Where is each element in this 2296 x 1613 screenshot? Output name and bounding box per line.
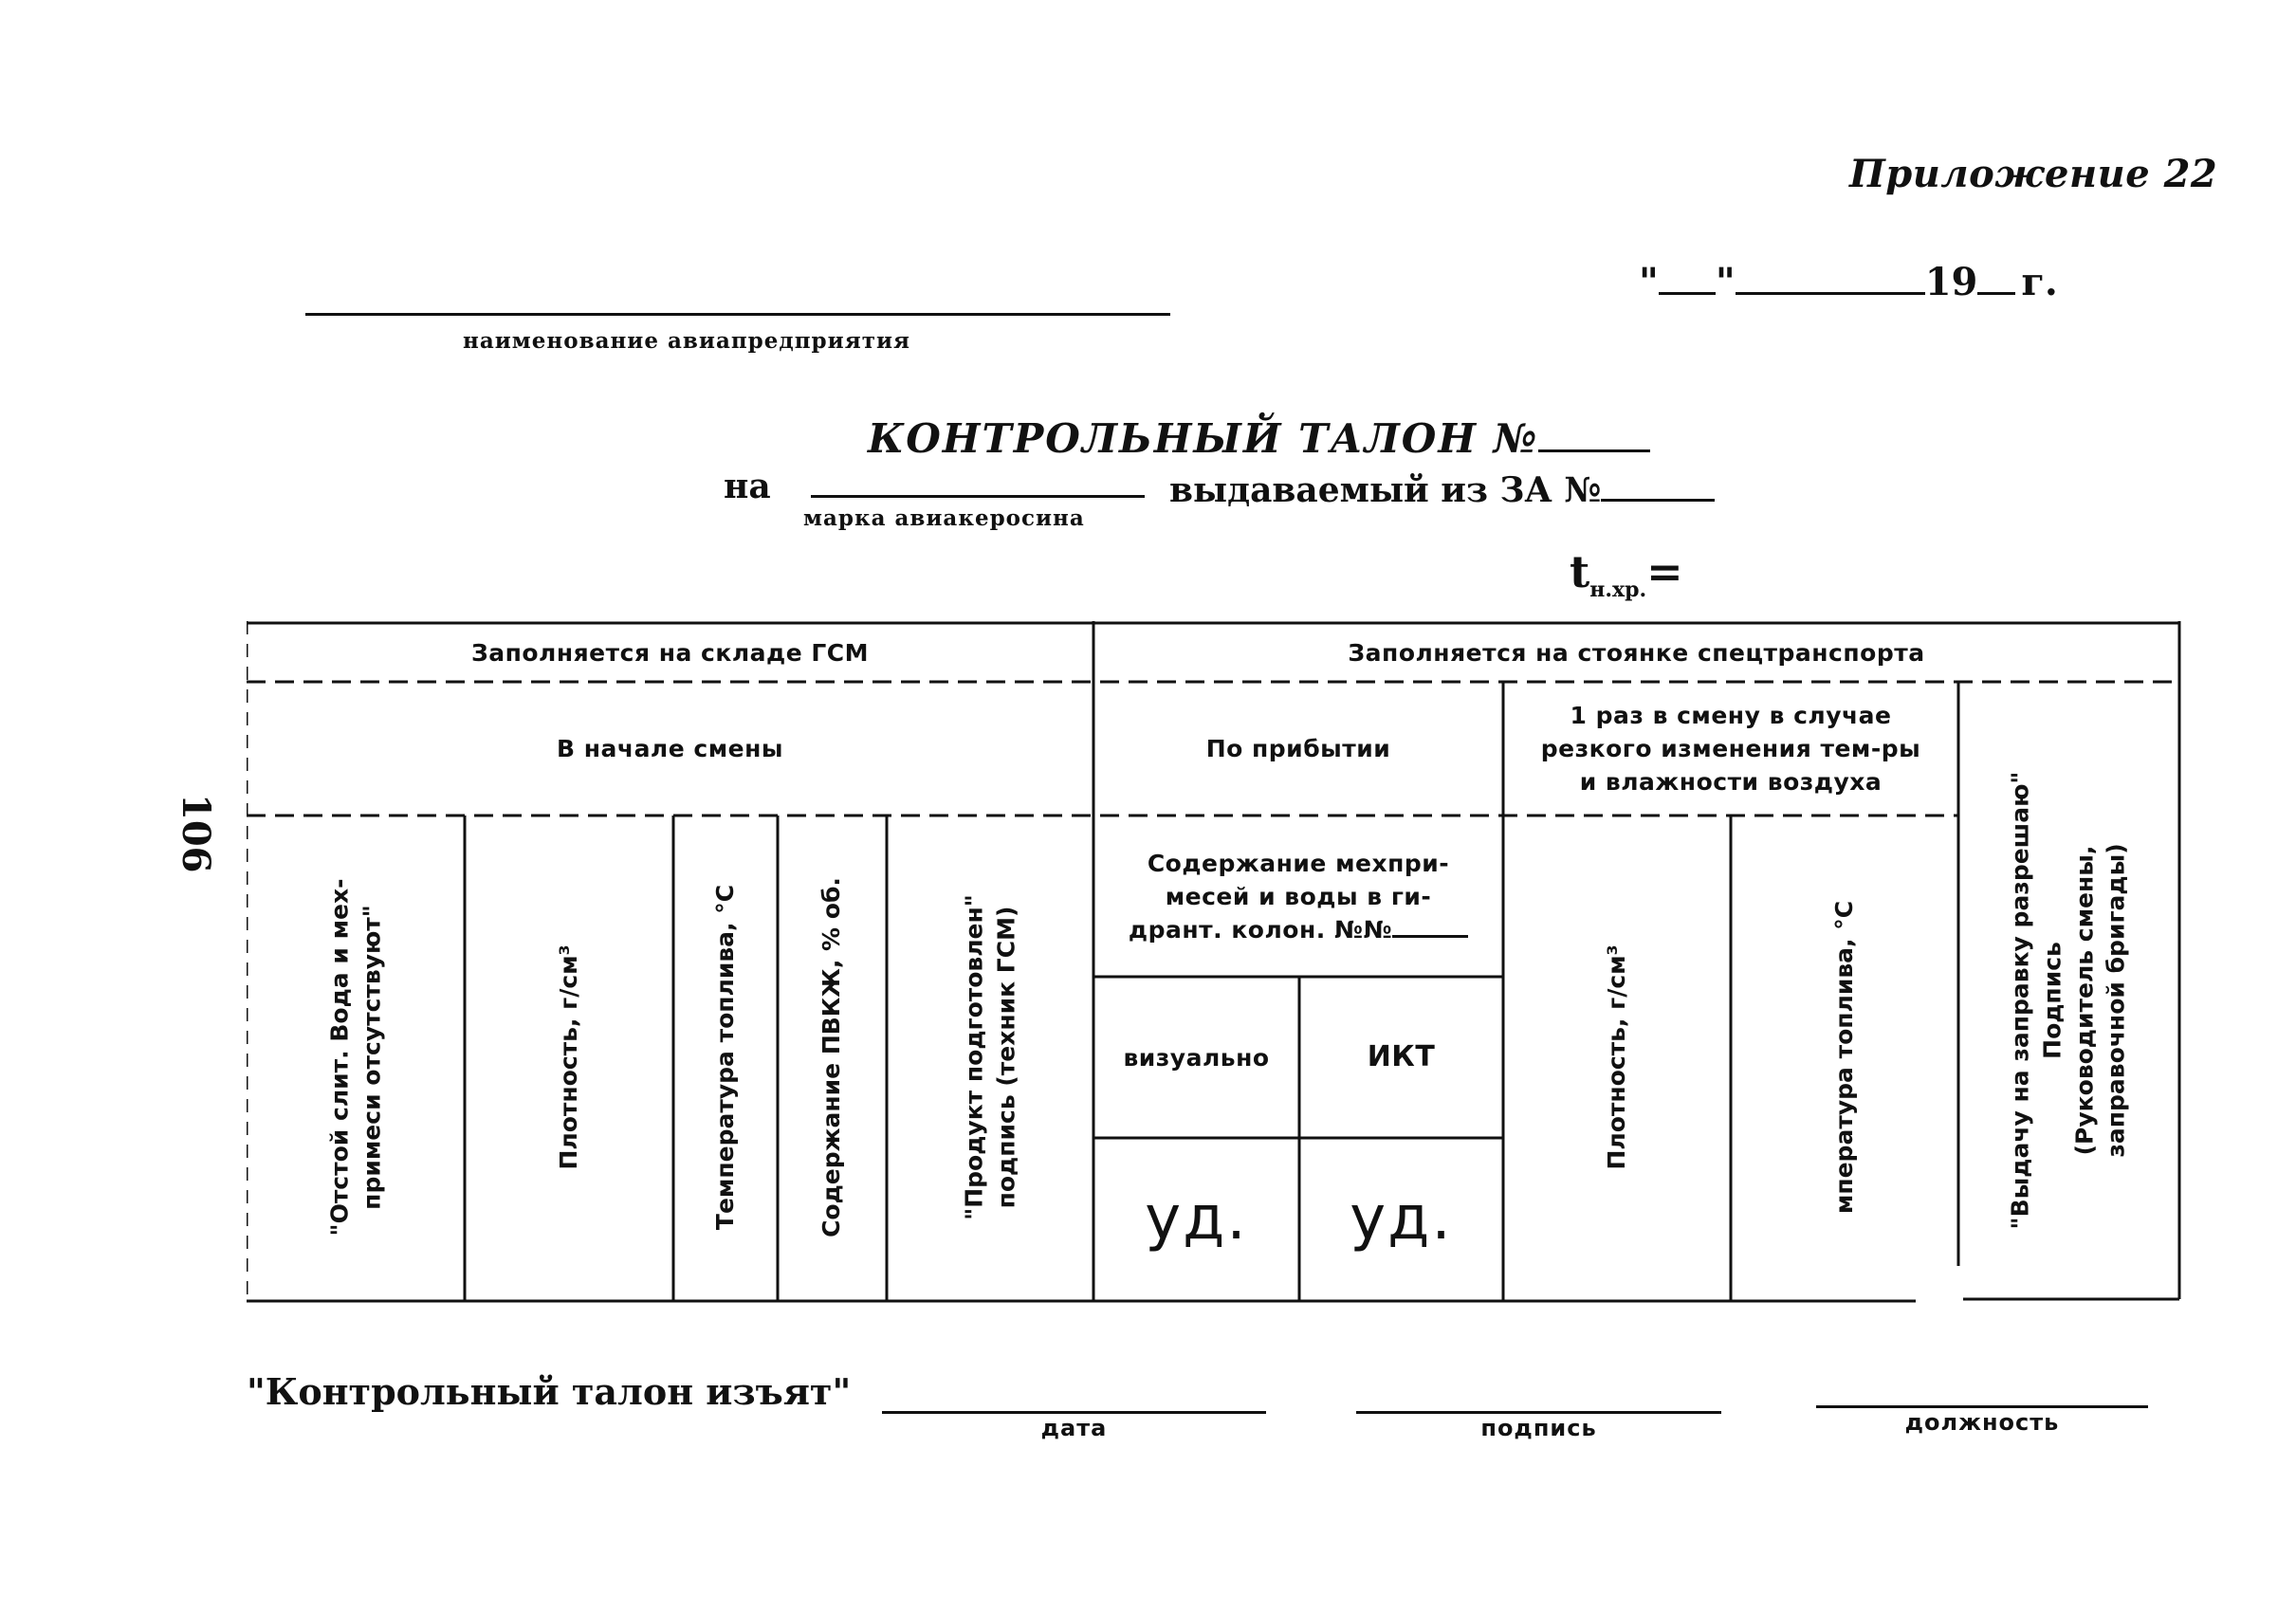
page-number: 106 — [174, 794, 218, 873]
start-of-shift-header: В начале смены — [557, 735, 783, 762]
col-pvkzh-header: Содержание ПВКЖ, % об. — [817, 877, 846, 1237]
group-warehouse-header: Заполняется на складе ГСМ — [470, 638, 870, 667]
col-product-line-1: "Продукт подготовлен" — [960, 894, 988, 1220]
date-suffix: г. — [2021, 260, 2058, 304]
col-temp-header: Температура топлива, °С — [711, 884, 740, 1231]
date-line — [1639, 256, 2058, 304]
col-density2-header: Плотность, г/см³ — [1603, 944, 1631, 1170]
talon-withdrawn-label: "Контрольный талон изъят" — [247, 1370, 852, 1413]
col-permit-line-1: "Выдачу на заправку разрешаю" — [2006, 771, 2034, 1230]
col-visual-header: визуально — [1123, 1043, 1270, 1072]
date-quote-open: " — [1639, 260, 1659, 304]
year-blank[interactable] — [1977, 256, 2015, 295]
month-blank[interactable] — [1736, 256, 1925, 295]
col-sediment-header — [323, 879, 388, 1237]
control-talon-table — [247, 621, 2181, 1304]
col-contents-line-3-text: дрант. колон. №№ — [1128, 915, 1393, 944]
on-arrival-header: По прибытии — [1205, 735, 1391, 762]
col-sediment-line-2: примеси отсутствуют" — [358, 905, 385, 1210]
group-parking-header: Заполняется на стоянке спецтранспорта — [1348, 638, 1925, 667]
signature-line[interactable] — [1356, 1411, 1721, 1414]
once-per-shift-line-1: 1 раз в смену в случае — [1570, 702, 1892, 729]
talon-number-blank[interactable] — [1538, 412, 1650, 452]
col-permit-line-4: заправочной бригады) — [2102, 843, 2130, 1158]
position-caption: должность — [1904, 1409, 2060, 1436]
col-product-header — [958, 894, 1022, 1220]
tank-number-blank[interactable] — [1601, 465, 1715, 502]
date-signature-line[interactable] — [882, 1411, 1266, 1414]
org-name-caption: наименование авиапредприятия — [463, 328, 910, 354]
position-line[interactable] — [1816, 1405, 2148, 1408]
col-temp2-header: мпература топлива, °С — [1830, 900, 1859, 1215]
temp-symbol: t — [1570, 546, 1590, 597]
appendix-label: Приложение 22 — [1849, 152, 2218, 196]
col-permit-line-3: (Руководитель смены, — [2070, 845, 2098, 1156]
date-year: 19 — [1924, 260, 1978, 304]
na-label: на — [724, 467, 771, 506]
once-per-shift-line-2: резкого изменения тем-ры — [1540, 735, 1921, 762]
date-caption: дата — [1040, 1415, 1108, 1441]
col-contents-line-1: Содержание мехпри- — [1147, 849, 1450, 877]
col-product-line-2: подпись (техник ГСМ) — [992, 906, 1019, 1209]
brand-line[interactable] — [811, 495, 1145, 498]
date-quote-close: " — [1715, 260, 1736, 304]
once-per-shift-line-3: и влажности воздуха — [1579, 768, 1883, 796]
issued-from — [1169, 465, 1715, 510]
col-contents-line-3 — [1129, 913, 1468, 946]
ikt-value[interactable]: уд. — [1350, 1183, 1453, 1255]
document-title — [868, 412, 1650, 462]
visual-value[interactable]: уд. — [1145, 1183, 1248, 1255]
temp-equals: = — [1646, 546, 1683, 597]
issued-label: выдаваемый из ЗА № — [1169, 470, 1602, 510]
col-permit-line-2: Подпись — [2038, 942, 2066, 1059]
day-blank[interactable] — [1659, 256, 1716, 295]
title-text: КОНТРОЛЬНЫЙ ТАЛОН № — [868, 415, 1539, 462]
signature-caption: подпись — [1480, 1415, 1597, 1441]
hydrant-number-blank[interactable] — [1392, 916, 1468, 938]
temp-subscript: н.хр. — [1589, 577, 1647, 603]
col-permit-header — [2005, 772, 2133, 1230]
col-contents-header — [1093, 816, 1503, 977]
col-contents-line-2: месей и воды в ги- — [1165, 882, 1432, 910]
once-per-shift-header — [1503, 682, 1958, 816]
col-density-header: Плотность, г/см³ — [555, 944, 583, 1170]
col-sediment-line-1: "Отстой слит. Вода и мех- — [325, 878, 354, 1237]
brand-caption: марка авиакеросина — [803, 505, 1085, 531]
org-name-line[interactable] — [305, 313, 1170, 316]
col-ikt-header: ИКТ — [1367, 1040, 1436, 1073]
storage-temperature — [1570, 546, 1683, 602]
